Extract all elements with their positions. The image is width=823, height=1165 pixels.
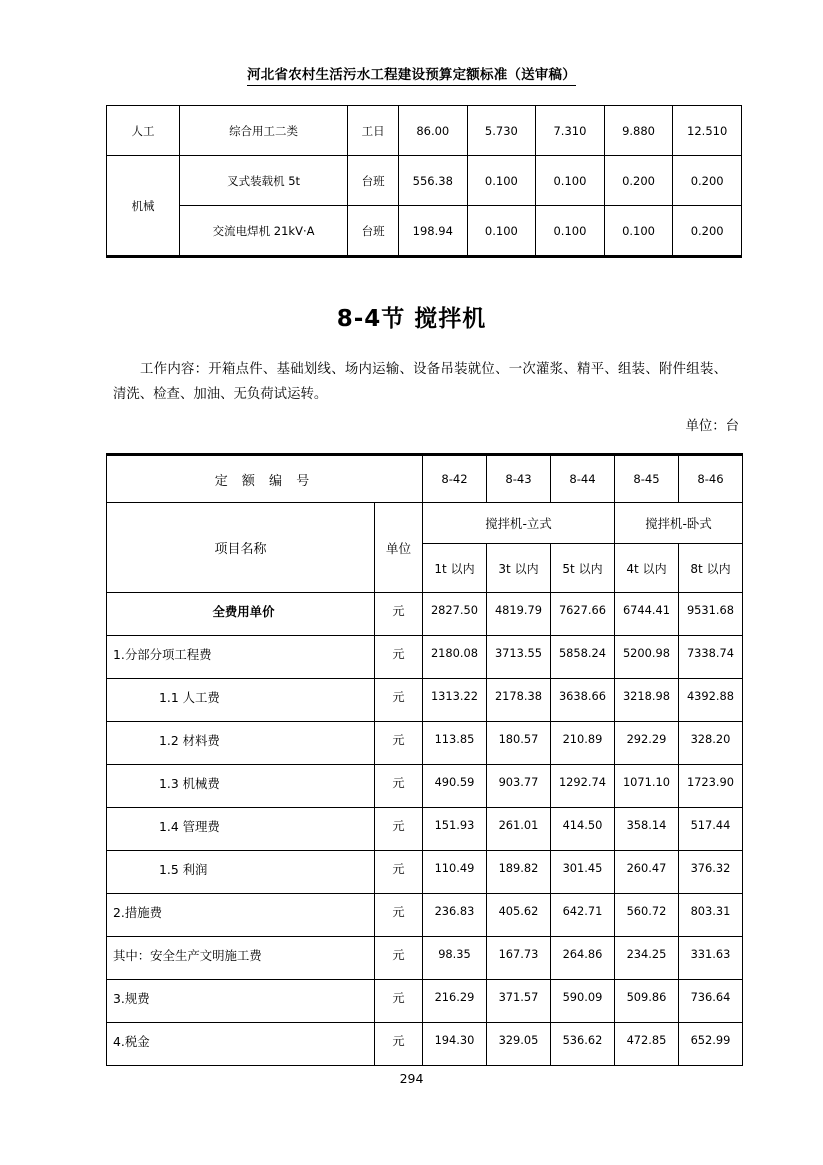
item-name-header: 项目名称	[107, 503, 375, 593]
resource-quantity: 0.100	[467, 156, 536, 206]
resource-name: 叉式装载机 5t	[180, 156, 348, 206]
cost-item-unit: 元	[375, 679, 423, 722]
work-content-paragraph	[113, 357, 727, 407]
cost-value: 292.29	[615, 722, 679, 765]
cost-value: 261.01	[487, 808, 551, 851]
cost-item-unit: 元	[375, 636, 423, 679]
resource-unit: 台班	[348, 156, 399, 206]
cost-item-label: 1.分部分项工程费	[107, 636, 375, 679]
cost-item-label: 1.3 机械费	[107, 765, 375, 808]
cost-value: 472.85	[615, 1023, 679, 1066]
cost-value: 903.77	[487, 765, 551, 808]
table-row	[107, 106, 742, 156]
cost-value: 260.47	[615, 851, 679, 894]
equipment-spec-label: 1t 以内	[423, 544, 487, 593]
quota-code: 8-46	[679, 455, 743, 503]
resource-quantity: 0.100	[536, 206, 605, 257]
equipment-group-label: 搅拌机-立式	[423, 503, 615, 544]
quota-cost-table	[106, 453, 743, 1066]
cost-value: 517.44	[679, 808, 743, 851]
resource-quantity: 0.200	[673, 156, 742, 206]
cost-value: 376.32	[679, 851, 743, 894]
quota-code: 8-42	[423, 455, 487, 503]
resource-quantity: 9.880	[604, 106, 673, 156]
cost-value: 210.89	[551, 722, 615, 765]
resource-unit: 工日	[348, 106, 399, 156]
resource-quantity: 0.200	[673, 206, 742, 257]
cost-value: 642.71	[551, 894, 615, 937]
cost-value: 7627.66	[551, 593, 615, 636]
table-row	[107, 765, 743, 808]
cost-item-label: 1.1 人工费	[107, 679, 375, 722]
cost-value: 180.57	[487, 722, 551, 765]
cost-value: 328.20	[679, 722, 743, 765]
resource-base-price: 556.38	[399, 156, 468, 206]
cost-value: 4819.79	[487, 593, 551, 636]
equipment-spec-label: 3t 以内	[487, 544, 551, 593]
cost-value: 736.64	[679, 980, 743, 1023]
cost-value: 414.50	[551, 808, 615, 851]
cost-item-unit: 元	[375, 937, 423, 980]
quota-code: 8-43	[487, 455, 551, 503]
cost-value: 405.62	[487, 894, 551, 937]
table-row	[107, 937, 743, 980]
table-row	[107, 679, 743, 722]
cost-item-label: 2.措施费	[107, 894, 375, 937]
resource-name: 交流电焊机 21kV·A	[180, 206, 348, 257]
cost-value: 329.05	[487, 1023, 551, 1066]
cost-value: 803.31	[679, 894, 743, 937]
quota-code: 8-45	[615, 455, 679, 503]
cost-item-label: 其中：安全生产文明施工费	[107, 937, 375, 980]
cost-value: 167.73	[487, 937, 551, 980]
cost-item-unit: 元	[375, 808, 423, 851]
resource-base-price: 198.94	[399, 206, 468, 257]
cost-value: 3713.55	[487, 636, 551, 679]
work-content-line-2: 清洗、检查、加油、无负荷试运转。	[113, 387, 328, 402]
item-header-row	[107, 503, 743, 544]
resource-quantity: 5.730	[467, 106, 536, 156]
cost-value: 5200.98	[615, 636, 679, 679]
quota-code-header-row	[107, 455, 743, 503]
resource-name: 综合用工二类	[180, 106, 348, 156]
table-row	[107, 851, 743, 894]
resource-quantity: 0.100	[467, 206, 536, 257]
unit-note: 单位：台	[685, 419, 739, 434]
cost-value: 5858.24	[551, 636, 615, 679]
cost-value: 1071.10	[615, 765, 679, 808]
resource-base-price: 86.00	[399, 106, 468, 156]
cost-item-label: 全费用单价	[107, 593, 375, 636]
work-content-line-1: 工作内容：开箱点件、基础划线、场内运输、设备吊装就位、一次灌浆、精平、组装、附件组装、	[140, 362, 727, 377]
cost-value: 331.63	[679, 937, 743, 980]
cost-item-label: 1.5 利润	[107, 851, 375, 894]
cost-value: 301.45	[551, 851, 615, 894]
table-row	[107, 722, 743, 765]
page-number: 294	[399, 1071, 424, 1086]
cost-value: 652.99	[679, 1023, 743, 1066]
cost-value: 1292.74	[551, 765, 615, 808]
resource-quantity: 0.100	[604, 206, 673, 257]
equipment-spec-label: 4t 以内	[615, 544, 679, 593]
quota-code-header-label: 定 额 编 号	[107, 455, 423, 503]
table-row	[107, 206, 742, 257]
cost-value: 9531.68	[679, 593, 743, 636]
cost-value: 113.85	[423, 722, 487, 765]
cost-item-unit: 元	[375, 765, 423, 808]
equipment-spec-label: 5t 以内	[551, 544, 615, 593]
cost-value: 2178.38	[487, 679, 551, 722]
table-row	[107, 980, 743, 1023]
table-row	[107, 156, 742, 206]
cost-item-unit: 元	[375, 1023, 423, 1066]
cost-value: 236.83	[423, 894, 487, 937]
cost-item-unit: 元	[375, 851, 423, 894]
table-row	[107, 1023, 743, 1066]
table-row	[107, 808, 743, 851]
table-row	[107, 636, 743, 679]
cost-value: 151.93	[423, 808, 487, 851]
cost-value: 2827.50	[423, 593, 487, 636]
cost-value: 3638.66	[551, 679, 615, 722]
cost-value: 6744.41	[615, 593, 679, 636]
cost-value: 1313.22	[423, 679, 487, 722]
cost-item-label: 4.税金	[107, 1023, 375, 1066]
cost-item-unit: 元	[375, 894, 423, 937]
resource-quantity: 7.310	[536, 106, 605, 156]
cost-value: 536.62	[551, 1023, 615, 1066]
cost-item-label: 1.4 管理费	[107, 808, 375, 851]
unit-header: 单位	[375, 503, 423, 593]
cost-value: 358.14	[615, 808, 679, 851]
cost-value: 194.30	[423, 1023, 487, 1066]
cost-value: 264.86	[551, 937, 615, 980]
cost-item-unit: 元	[375, 722, 423, 765]
equipment-group-label: 搅拌机-卧式	[615, 503, 743, 544]
cost-value: 560.72	[615, 894, 679, 937]
cost-value: 509.86	[615, 980, 679, 1023]
cost-value: 2180.08	[423, 636, 487, 679]
section-title: 8-4节 搅拌机	[336, 306, 487, 332]
cost-value: 110.49	[423, 851, 487, 894]
resource-quantity: 12.510	[673, 106, 742, 156]
cost-item-unit: 元	[375, 593, 423, 636]
quota-code: 8-44	[551, 455, 615, 503]
cost-item-unit: 元	[375, 980, 423, 1023]
cost-value: 189.82	[487, 851, 551, 894]
resource-category: 人工	[107, 106, 180, 156]
table-row	[107, 593, 743, 636]
cost-value: 371.57	[487, 980, 551, 1023]
resource-quantity: 0.100	[536, 156, 605, 206]
continued-resource-table	[106, 105, 742, 258]
cost-value: 98.35	[423, 937, 487, 980]
document-title: 河北省农村生活污水工程建设预算定额标准（送审稿）	[247, 67, 576, 86]
document-running-header	[0, 63, 823, 83]
cost-value: 234.25	[615, 937, 679, 980]
cost-value: 7338.74	[679, 636, 743, 679]
resource-category: 机械	[107, 156, 180, 257]
cost-value: 216.29	[423, 980, 487, 1023]
cost-item-label: 3.规费	[107, 980, 375, 1023]
cost-value: 490.59	[423, 765, 487, 808]
resource-unit: 台班	[348, 206, 399, 257]
table-row	[107, 894, 743, 937]
cost-value: 590.09	[551, 980, 615, 1023]
resource-quantity: 0.200	[604, 156, 673, 206]
cost-value: 1723.90	[679, 765, 743, 808]
cost-value: 3218.98	[615, 679, 679, 722]
cost-value: 4392.88	[679, 679, 743, 722]
equipment-spec-label: 8t 以内	[679, 544, 743, 593]
cost-item-label: 1.2 材料费	[107, 722, 375, 765]
